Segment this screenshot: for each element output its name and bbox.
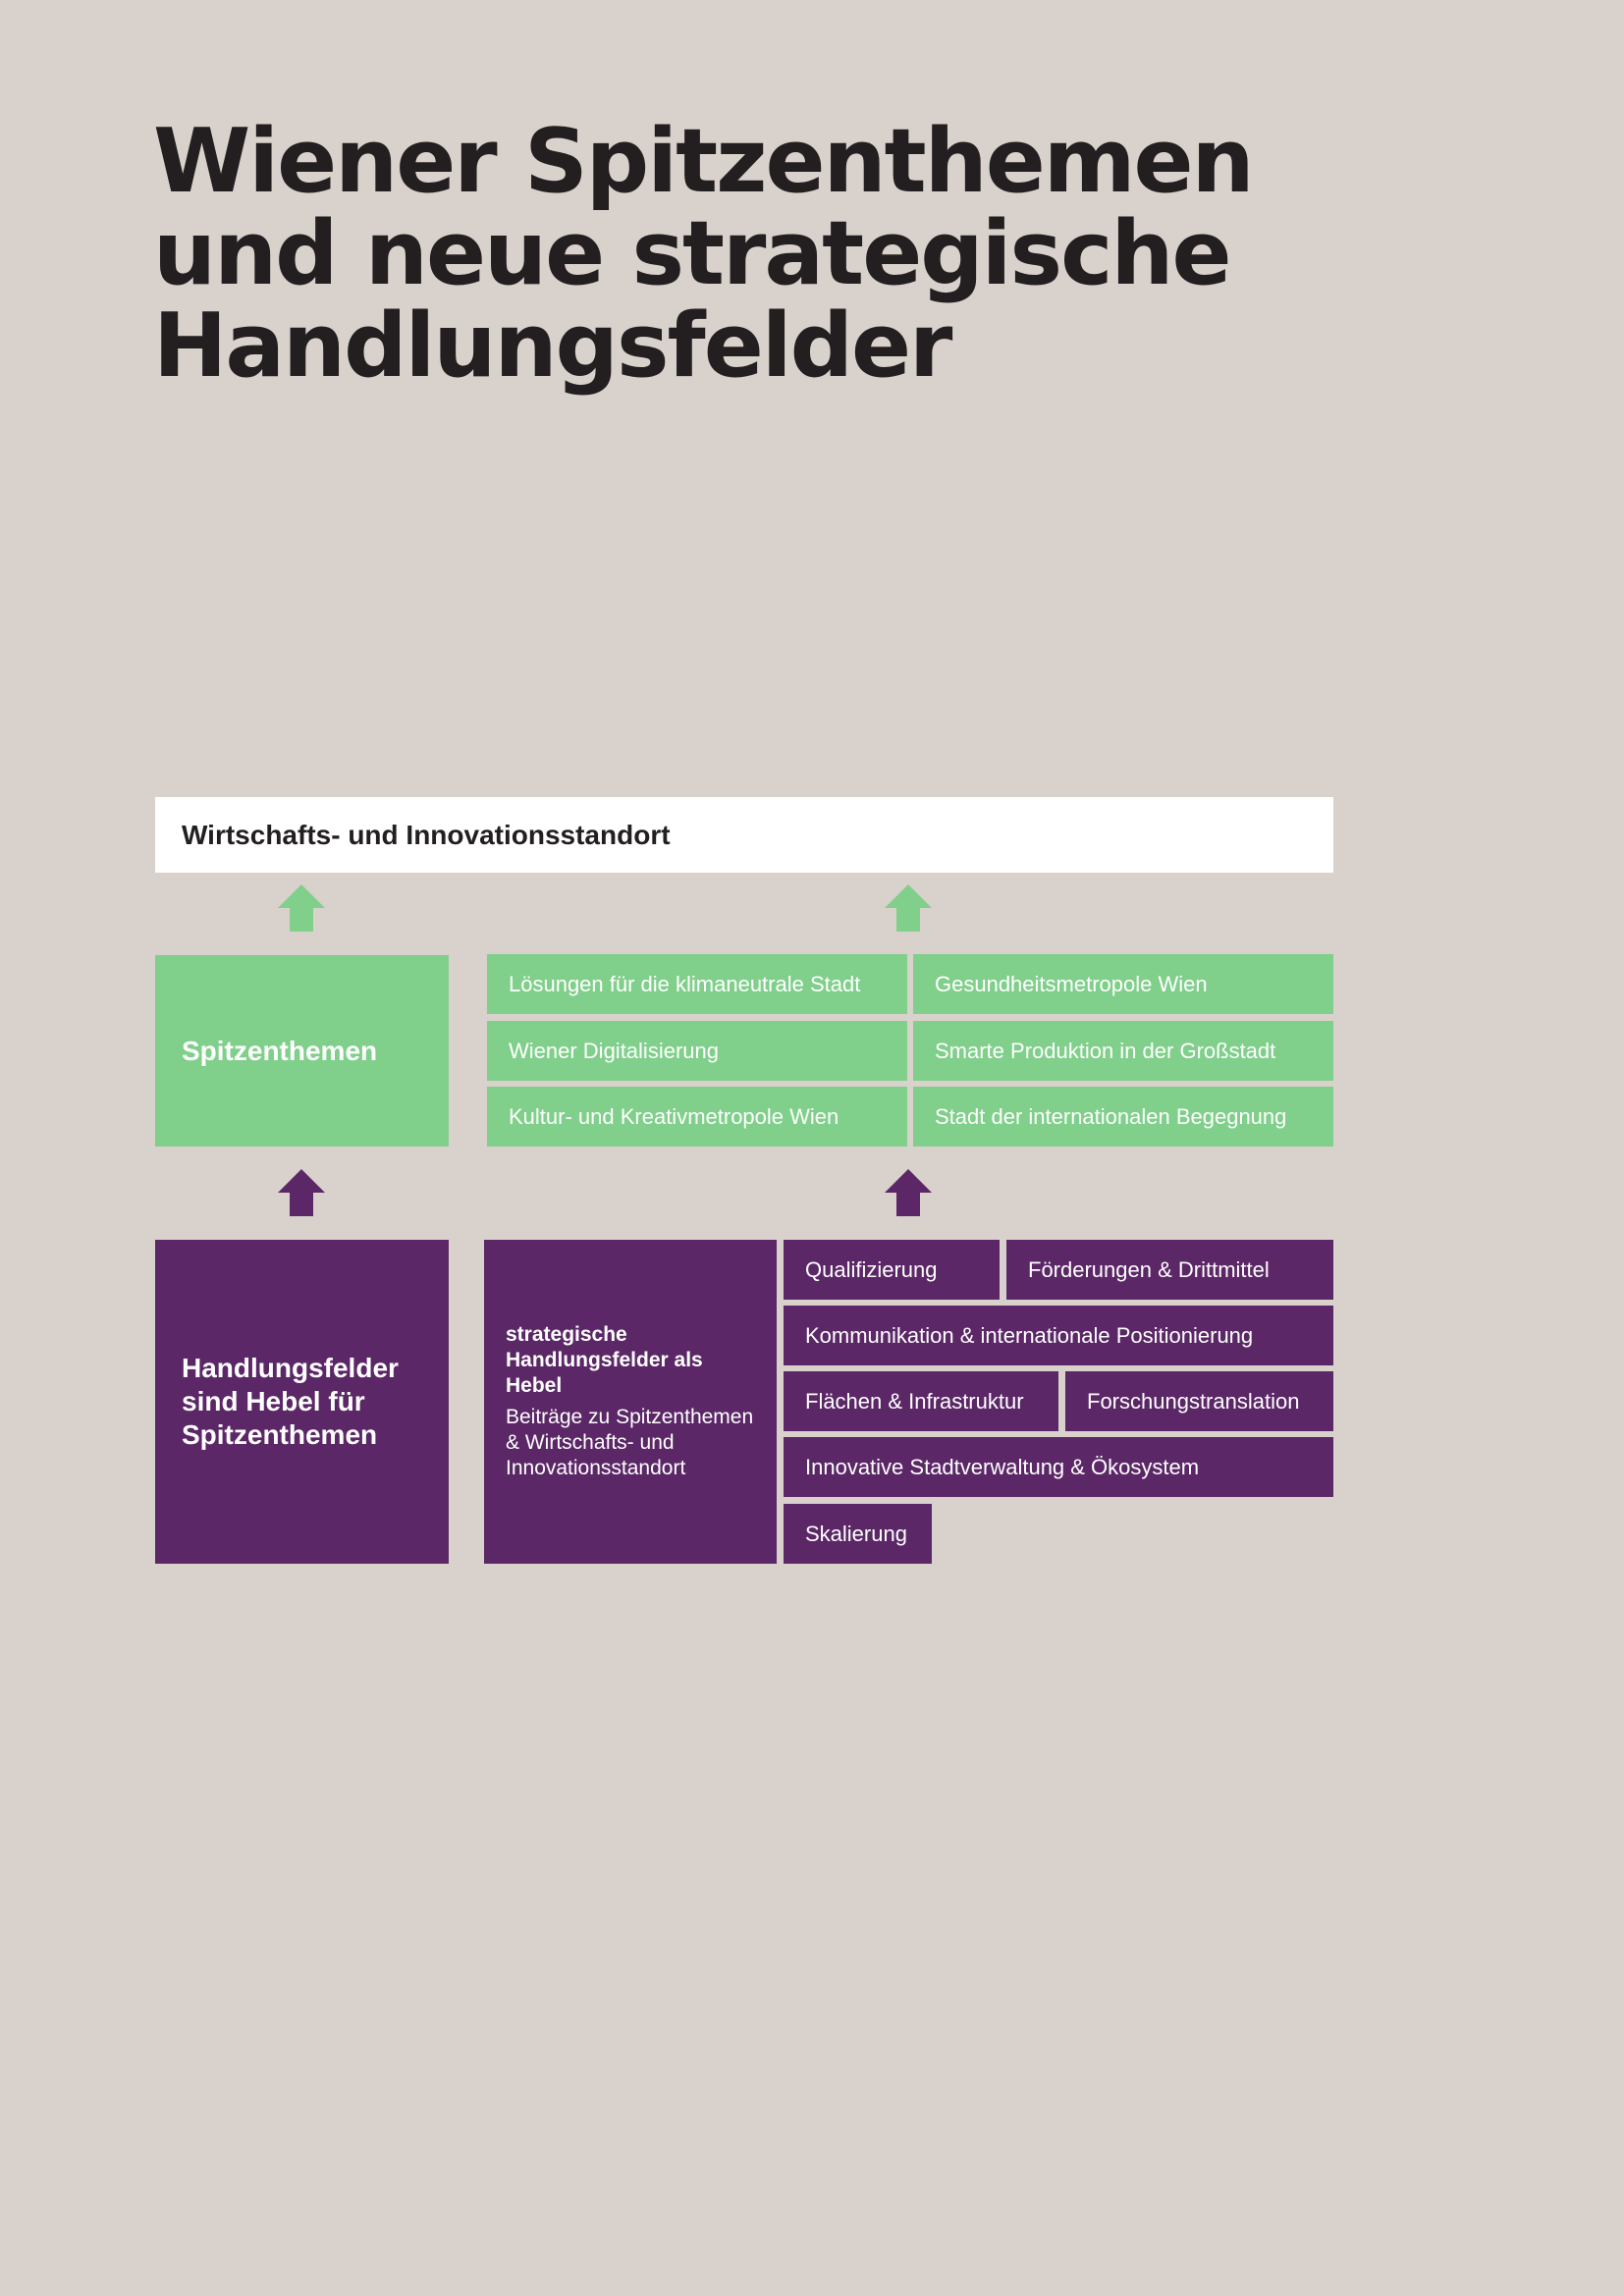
purple-arrow-up-icon — [278, 1169, 325, 1216]
spitzenthema-label: Wiener Digitalisierung — [509, 1038, 719, 1063]
spitzenthema-item — [487, 1021, 907, 1081]
spitzenthema-item — [487, 1087, 907, 1147]
purple-arrow-up-icon — [885, 1169, 932, 1216]
handlungsfeld-item — [1065, 1371, 1333, 1431]
spitzenthema-item — [913, 1087, 1333, 1147]
title-line-2: und neue strategische — [153, 202, 1230, 305]
handlungsfelder-box — [155, 1240, 449, 1564]
spitzenthemen-label: Spitzenthemen — [182, 1035, 378, 1066]
handlungsfeld-item — [1006, 1240, 1333, 1300]
spitzenthema-label: Smarte Produktion in der Großstadt — [935, 1038, 1276, 1063]
spitzenthemen-box — [155, 955, 449, 1147]
handlungsfeld-item — [784, 1437, 1333, 1497]
title-line-3: Handlungsfelder — [153, 294, 951, 398]
green-arrow-up-icon — [885, 884, 932, 932]
handlungsfeld-item — [784, 1371, 1058, 1431]
spitzenthema-item — [913, 1021, 1333, 1081]
handlungsfeld-label: Flächen & Infrastruktur — [805, 1388, 1024, 1414]
handlungsfeld-label: Qualifizierung — [805, 1256, 938, 1282]
strategische-title: strategische Handlungsfelder als Hebel — [506, 1323, 703, 1397]
spitzenthema-item — [913, 954, 1333, 1014]
spitzenthema-label: Lösungen für die klimaneutrale Stadt — [509, 971, 861, 996]
strategische-handlungsfelder-box — [484, 1240, 777, 1564]
spitzenthema-item — [487, 954, 907, 1014]
handlungsfeld-item — [784, 1240, 1000, 1300]
handlungsfeld-item — [784, 1306, 1333, 1365]
spitzenthema-label: Gesundheitsmetropole Wien — [935, 971, 1208, 996]
handlungsfeld-label: Kommunikation & internationale Positionierung — [805, 1322, 1254, 1348]
strategische-subtitle: Beiträge zu Spitzenthemen & Wirtschafts- und Innovationsstandort — [506, 1406, 754, 1479]
handlungsfelder-label: Handlungsfelder sind Hebel für Spitzenthemen — [182, 1353, 399, 1450]
standort-box — [155, 797, 1333, 873]
spitzenthema-label: Kultur- und Kreativmetropole Wien — [509, 1103, 839, 1129]
handlungsfeld-label: Skalierung — [805, 1521, 907, 1546]
green-arrow-up-icon — [278, 884, 325, 932]
spitzenthema-label: Stadt der internationalen Begegnung — [935, 1103, 1287, 1129]
handlungsfeld-label: Förderungen & Drittmittel — [1028, 1256, 1270, 1282]
title-line-1: Wiener Spitzenthemen — [153, 110, 1253, 213]
page-title — [153, 110, 1253, 398]
handlungsfeld-label: Forschungstranslation — [1087, 1388, 1300, 1414]
handlungsfeld-item — [784, 1504, 932, 1564]
standort-label: Wirtschafts- und Innovationsstandort — [182, 819, 671, 850]
handlungsfeld-label: Innovative Stadtverwaltung & Ökosystem — [805, 1454, 1200, 1479]
